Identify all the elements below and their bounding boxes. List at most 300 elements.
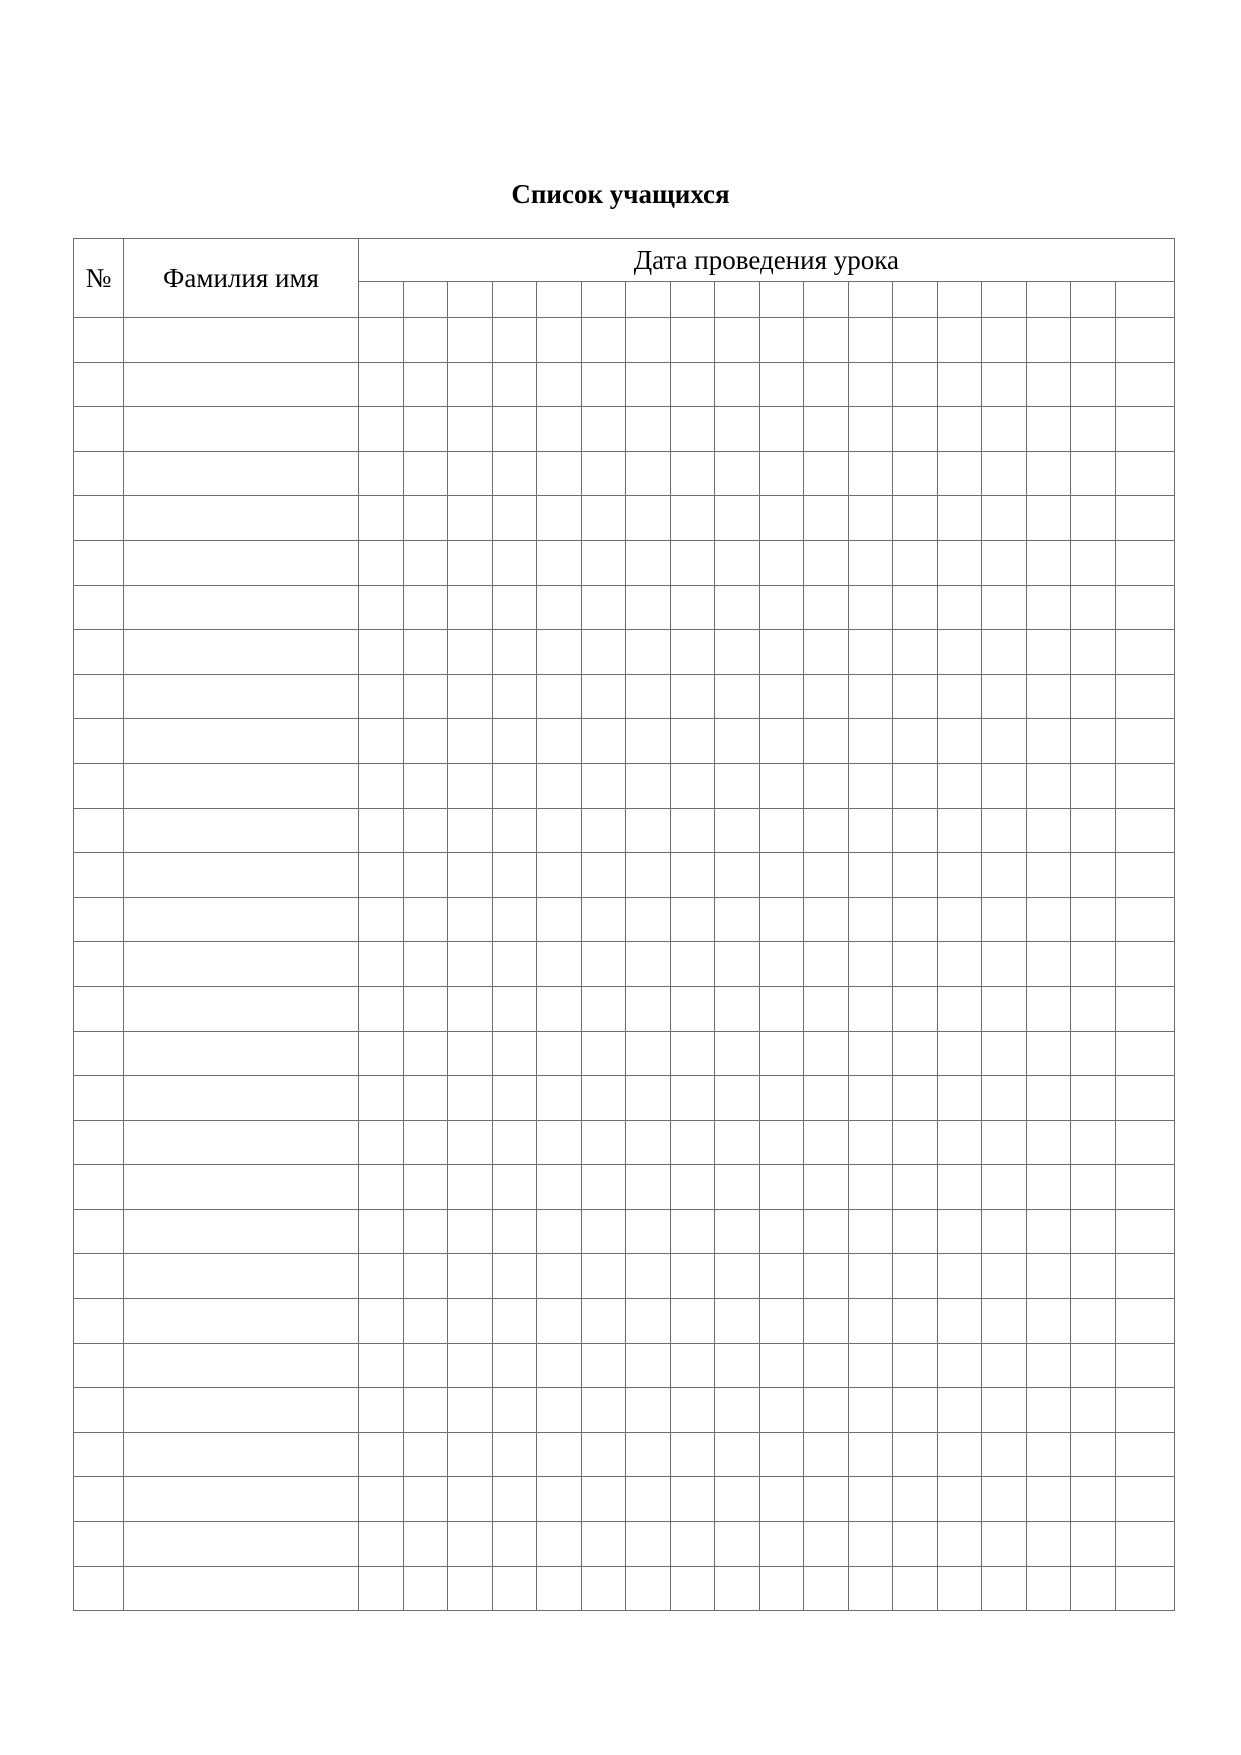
- student-number-cell[interactable]: [74, 1343, 124, 1388]
- attendance-cell[interactable]: [537, 496, 582, 541]
- lesson-date-cell[interactable]: [492, 282, 537, 318]
- student-number-cell[interactable]: [74, 630, 124, 675]
- attendance-cell[interactable]: [1071, 1432, 1116, 1477]
- attendance-cell[interactable]: [492, 853, 537, 898]
- attendance-cell[interactable]: [492, 318, 537, 363]
- attendance-cell[interactable]: [670, 1209, 715, 1254]
- attendance-cell[interactable]: [715, 1120, 760, 1165]
- attendance-cell[interactable]: [982, 1209, 1027, 1254]
- attendance-cell[interactable]: [982, 1031, 1027, 1076]
- attendance-cell[interactable]: [670, 1566, 715, 1611]
- attendance-cell[interactable]: [715, 318, 760, 363]
- attendance-cell[interactable]: [448, 1432, 493, 1477]
- attendance-cell[interactable]: [804, 897, 849, 942]
- attendance-cell[interactable]: [1026, 808, 1071, 853]
- student-number-cell[interactable]: [74, 1031, 124, 1076]
- attendance-cell[interactable]: [937, 407, 982, 452]
- attendance-cell[interactable]: [759, 1254, 804, 1299]
- attendance-cell[interactable]: [626, 1522, 671, 1567]
- student-name-cell[interactable]: [124, 1120, 359, 1165]
- student-name-cell[interactable]: [124, 1477, 359, 1522]
- attendance-cell[interactable]: [759, 1432, 804, 1477]
- attendance-cell[interactable]: [403, 1209, 448, 1254]
- attendance-cell[interactable]: [937, 1209, 982, 1254]
- attendance-cell[interactable]: [1071, 986, 1116, 1031]
- attendance-cell[interactable]: [848, 1076, 893, 1121]
- attendance-cell[interactable]: [982, 1254, 1027, 1299]
- attendance-cell[interactable]: [893, 897, 938, 942]
- attendance-cell[interactable]: [403, 585, 448, 630]
- attendance-cell[interactable]: [670, 318, 715, 363]
- attendance-cell[interactable]: [492, 1566, 537, 1611]
- attendance-cell[interactable]: [804, 986, 849, 1031]
- student-number-cell[interactable]: [74, 1388, 124, 1433]
- attendance-cell[interactable]: [448, 630, 493, 675]
- student-name-cell[interactable]: [124, 318, 359, 363]
- attendance-cell[interactable]: [804, 630, 849, 675]
- attendance-cell[interactable]: [359, 1388, 404, 1433]
- attendance-cell[interactable]: [581, 1388, 626, 1433]
- attendance-cell[interactable]: [848, 540, 893, 585]
- attendance-cell[interactable]: [448, 986, 493, 1031]
- student-name-cell[interactable]: [124, 1209, 359, 1254]
- attendance-cell[interactable]: [759, 451, 804, 496]
- attendance-cell[interactable]: [537, 1432, 582, 1477]
- student-name-cell[interactable]: [124, 1566, 359, 1611]
- attendance-cell[interactable]: [1026, 451, 1071, 496]
- attendance-cell[interactable]: [1115, 719, 1174, 764]
- attendance-cell[interactable]: [1115, 1522, 1174, 1567]
- attendance-cell[interactable]: [759, 1299, 804, 1344]
- student-name-cell[interactable]: [124, 763, 359, 808]
- attendance-cell[interactable]: [804, 674, 849, 719]
- attendance-cell[interactable]: [1026, 1299, 1071, 1344]
- attendance-cell[interactable]: [804, 808, 849, 853]
- attendance-cell[interactable]: [403, 763, 448, 808]
- attendance-cell[interactable]: [492, 1343, 537, 1388]
- attendance-cell[interactable]: [448, 1254, 493, 1299]
- attendance-cell[interactable]: [537, 1388, 582, 1433]
- attendance-cell[interactable]: [804, 1522, 849, 1567]
- student-name-cell[interactable]: [124, 719, 359, 764]
- attendance-cell[interactable]: [626, 318, 671, 363]
- attendance-cell[interactable]: [715, 1388, 760, 1433]
- attendance-cell[interactable]: [1026, 630, 1071, 675]
- lesson-date-cell[interactable]: [1071, 282, 1116, 318]
- attendance-cell[interactable]: [1071, 1120, 1116, 1165]
- attendance-cell[interactable]: [403, 451, 448, 496]
- attendance-cell[interactable]: [581, 1165, 626, 1210]
- attendance-cell[interactable]: [581, 451, 626, 496]
- student-number-cell[interactable]: [74, 1299, 124, 1344]
- attendance-cell[interactable]: [804, 942, 849, 987]
- attendance-cell[interactable]: [1071, 674, 1116, 719]
- attendance-cell[interactable]: [492, 630, 537, 675]
- attendance-cell[interactable]: [537, 318, 582, 363]
- attendance-cell[interactable]: [759, 986, 804, 1031]
- attendance-cell[interactable]: [1071, 630, 1116, 675]
- attendance-cell[interactable]: [937, 1343, 982, 1388]
- attendance-cell[interactable]: [804, 585, 849, 630]
- attendance-cell[interactable]: [1071, 1076, 1116, 1121]
- student-number-cell[interactable]: [74, 1076, 124, 1121]
- attendance-cell[interactable]: [893, 496, 938, 541]
- attendance-cell[interactable]: [626, 1120, 671, 1165]
- attendance-cell[interactable]: [670, 719, 715, 764]
- attendance-cell[interactable]: [804, 496, 849, 541]
- attendance-cell[interactable]: [403, 1165, 448, 1210]
- attendance-cell[interactable]: [581, 540, 626, 585]
- attendance-cell[interactable]: [581, 1031, 626, 1076]
- student-number-cell[interactable]: [74, 496, 124, 541]
- attendance-cell[interactable]: [626, 853, 671, 898]
- attendance-cell[interactable]: [804, 1432, 849, 1477]
- student-number-cell[interactable]: [74, 318, 124, 363]
- attendance-cell[interactable]: [581, 362, 626, 407]
- attendance-cell[interactable]: [359, 1432, 404, 1477]
- attendance-cell[interactable]: [448, 318, 493, 363]
- attendance-cell[interactable]: [492, 1165, 537, 1210]
- attendance-cell[interactable]: [359, 1165, 404, 1210]
- attendance-cell[interactable]: [581, 1254, 626, 1299]
- attendance-cell[interactable]: [937, 1522, 982, 1567]
- attendance-cell[interactable]: [1115, 496, 1174, 541]
- attendance-cell[interactable]: [893, 1120, 938, 1165]
- attendance-cell[interactable]: [1071, 451, 1116, 496]
- attendance-cell[interactable]: [626, 1031, 671, 1076]
- attendance-cell[interactable]: [982, 942, 1027, 987]
- attendance-cell[interactable]: [492, 719, 537, 764]
- attendance-cell[interactable]: [403, 808, 448, 853]
- attendance-cell[interactable]: [848, 808, 893, 853]
- attendance-cell[interactable]: [670, 1522, 715, 1567]
- attendance-cell[interactable]: [626, 362, 671, 407]
- attendance-cell[interactable]: [359, 407, 404, 452]
- student-name-cell[interactable]: [124, 1165, 359, 1210]
- attendance-cell[interactable]: [893, 942, 938, 987]
- attendance-cell[interactable]: [359, 1076, 404, 1121]
- attendance-cell[interactable]: [715, 407, 760, 452]
- attendance-cell[interactable]: [670, 674, 715, 719]
- attendance-cell[interactable]: [715, 942, 760, 987]
- attendance-cell[interactable]: [581, 674, 626, 719]
- attendance-cell[interactable]: [492, 1076, 537, 1121]
- attendance-cell[interactable]: [715, 630, 760, 675]
- attendance-cell[interactable]: [715, 986, 760, 1031]
- attendance-cell[interactable]: [759, 1209, 804, 1254]
- attendance-cell[interactable]: [670, 1254, 715, 1299]
- attendance-cell[interactable]: [448, 1522, 493, 1567]
- attendance-cell[interactable]: [626, 1254, 671, 1299]
- attendance-cell[interactable]: [804, 1343, 849, 1388]
- attendance-cell[interactable]: [626, 451, 671, 496]
- student-number-cell[interactable]: [74, 1209, 124, 1254]
- attendance-cell[interactable]: [359, 897, 404, 942]
- attendance-cell[interactable]: [1115, 1209, 1174, 1254]
- attendance-cell[interactable]: [1071, 942, 1116, 987]
- attendance-cell[interactable]: [537, 1076, 582, 1121]
- attendance-cell[interactable]: [359, 1209, 404, 1254]
- attendance-cell[interactable]: [715, 1209, 760, 1254]
- attendance-cell[interactable]: [937, 1254, 982, 1299]
- attendance-cell[interactable]: [626, 674, 671, 719]
- attendance-cell[interactable]: [670, 1343, 715, 1388]
- attendance-cell[interactable]: [893, 1343, 938, 1388]
- attendance-cell[interactable]: [537, 1522, 582, 1567]
- attendance-cell[interactable]: [626, 942, 671, 987]
- attendance-cell[interactable]: [893, 1388, 938, 1433]
- attendance-cell[interactable]: [492, 407, 537, 452]
- student-number-cell[interactable]: [74, 986, 124, 1031]
- attendance-cell[interactable]: [537, 630, 582, 675]
- attendance-cell[interactable]: [626, 1076, 671, 1121]
- attendance-cell[interactable]: [448, 808, 493, 853]
- attendance-cell[interactable]: [982, 1299, 1027, 1344]
- lesson-date-cell[interactable]: [359, 282, 404, 318]
- attendance-cell[interactable]: [359, 719, 404, 764]
- attendance-cell[interactable]: [492, 1209, 537, 1254]
- attendance-cell[interactable]: [715, 496, 760, 541]
- attendance-cell[interactable]: [893, 763, 938, 808]
- attendance-cell[interactable]: [1026, 540, 1071, 585]
- attendance-cell[interactable]: [670, 1299, 715, 1344]
- attendance-cell[interactable]: [715, 1343, 760, 1388]
- attendance-cell[interactable]: [1026, 1388, 1071, 1433]
- attendance-cell[interactable]: [893, 1076, 938, 1121]
- attendance-cell[interactable]: [804, 1299, 849, 1344]
- attendance-cell[interactable]: [848, 1120, 893, 1165]
- lesson-date-cell[interactable]: [715, 282, 760, 318]
- attendance-cell[interactable]: [1071, 853, 1116, 898]
- attendance-cell[interactable]: [1115, 630, 1174, 675]
- attendance-cell[interactable]: [937, 1477, 982, 1522]
- attendance-cell[interactable]: [848, 362, 893, 407]
- student-name-cell[interactable]: [124, 451, 359, 496]
- student-name-cell[interactable]: [124, 897, 359, 942]
- student-name-cell[interactable]: [124, 496, 359, 541]
- attendance-cell[interactable]: [804, 407, 849, 452]
- attendance-cell[interactable]: [1071, 1522, 1116, 1567]
- attendance-cell[interactable]: [893, 630, 938, 675]
- attendance-cell[interactable]: [937, 318, 982, 363]
- attendance-cell[interactable]: [893, 853, 938, 898]
- attendance-cell[interactable]: [359, 942, 404, 987]
- attendance-cell[interactable]: [982, 808, 1027, 853]
- attendance-cell[interactable]: [848, 1254, 893, 1299]
- attendance-cell[interactable]: [626, 540, 671, 585]
- attendance-cell[interactable]: [893, 1254, 938, 1299]
- attendance-cell[interactable]: [492, 1254, 537, 1299]
- student-name-cell[interactable]: [124, 1388, 359, 1433]
- attendance-cell[interactable]: [537, 1343, 582, 1388]
- student-number-cell[interactable]: [74, 1120, 124, 1165]
- attendance-cell[interactable]: [1115, 1254, 1174, 1299]
- attendance-cell[interactable]: [937, 1299, 982, 1344]
- attendance-cell[interactable]: [715, 808, 760, 853]
- attendance-cell[interactable]: [670, 540, 715, 585]
- student-number-cell[interactable]: [74, 763, 124, 808]
- attendance-cell[interactable]: [893, 1209, 938, 1254]
- attendance-cell[interactable]: [626, 1566, 671, 1611]
- attendance-cell[interactable]: [848, 1165, 893, 1210]
- attendance-cell[interactable]: [1026, 897, 1071, 942]
- attendance-cell[interactable]: [804, 1031, 849, 1076]
- attendance-cell[interactable]: [759, 1388, 804, 1433]
- attendance-cell[interactable]: [359, 1031, 404, 1076]
- attendance-cell[interactable]: [626, 585, 671, 630]
- attendance-cell[interactable]: [448, 1477, 493, 1522]
- attendance-cell[interactable]: [492, 1031, 537, 1076]
- attendance-cell[interactable]: [937, 1031, 982, 1076]
- attendance-cell[interactable]: [670, 763, 715, 808]
- attendance-cell[interactable]: [804, 1566, 849, 1611]
- attendance-cell[interactable]: [937, 808, 982, 853]
- attendance-cell[interactable]: [937, 942, 982, 987]
- attendance-cell[interactable]: [1071, 1343, 1116, 1388]
- attendance-cell[interactable]: [537, 808, 582, 853]
- attendance-cell[interactable]: [893, 540, 938, 585]
- attendance-cell[interactable]: [1026, 719, 1071, 764]
- attendance-cell[interactable]: [1026, 1120, 1071, 1165]
- attendance-cell[interactable]: [759, 897, 804, 942]
- attendance-cell[interactable]: [448, 585, 493, 630]
- attendance-cell[interactable]: [982, 1477, 1027, 1522]
- attendance-cell[interactable]: [581, 318, 626, 363]
- attendance-cell[interactable]: [848, 1432, 893, 1477]
- attendance-cell[interactable]: [893, 407, 938, 452]
- attendance-cell[interactable]: [848, 585, 893, 630]
- attendance-cell[interactable]: [403, 1254, 448, 1299]
- attendance-cell[interactable]: [759, 1165, 804, 1210]
- attendance-cell[interactable]: [448, 540, 493, 585]
- lesson-date-cell[interactable]: [804, 282, 849, 318]
- attendance-cell[interactable]: [670, 1165, 715, 1210]
- attendance-cell[interactable]: [804, 540, 849, 585]
- attendance-cell[interactable]: [893, 1477, 938, 1522]
- attendance-cell[interactable]: [848, 318, 893, 363]
- attendance-cell[interactable]: [581, 630, 626, 675]
- student-name-cell[interactable]: [124, 1254, 359, 1299]
- attendance-cell[interactable]: [1115, 540, 1174, 585]
- attendance-cell[interactable]: [1026, 1432, 1071, 1477]
- attendance-cell[interactable]: [670, 407, 715, 452]
- attendance-cell[interactable]: [804, 719, 849, 764]
- attendance-cell[interactable]: [537, 1299, 582, 1344]
- attendance-cell[interactable]: [982, 407, 1027, 452]
- attendance-cell[interactable]: [937, 362, 982, 407]
- attendance-cell[interactable]: [804, 1120, 849, 1165]
- attendance-cell[interactable]: [359, 1566, 404, 1611]
- attendance-cell[interactable]: [982, 674, 1027, 719]
- attendance-cell[interactable]: [581, 719, 626, 764]
- attendance-cell[interactable]: [982, 585, 1027, 630]
- attendance-cell[interactable]: [537, 540, 582, 585]
- attendance-cell[interactable]: [403, 674, 448, 719]
- attendance-cell[interactable]: [448, 1388, 493, 1433]
- attendance-cell[interactable]: [581, 986, 626, 1031]
- attendance-cell[interactable]: [492, 1477, 537, 1522]
- attendance-cell[interactable]: [1115, 362, 1174, 407]
- attendance-cell[interactable]: [537, 853, 582, 898]
- attendance-cell[interactable]: [937, 630, 982, 675]
- student-name-cell[interactable]: [124, 540, 359, 585]
- attendance-cell[interactable]: [804, 1477, 849, 1522]
- attendance-cell[interactable]: [670, 1076, 715, 1121]
- attendance-cell[interactable]: [492, 942, 537, 987]
- attendance-cell[interactable]: [1115, 1477, 1174, 1522]
- attendance-cell[interactable]: [893, 362, 938, 407]
- attendance-cell[interactable]: [403, 1120, 448, 1165]
- attendance-cell[interactable]: [715, 1165, 760, 1210]
- attendance-cell[interactable]: [893, 1432, 938, 1477]
- attendance-cell[interactable]: [1071, 1254, 1116, 1299]
- attendance-cell[interactable]: [848, 853, 893, 898]
- student-name-cell[interactable]: [124, 674, 359, 719]
- lesson-date-cell[interactable]: [403, 282, 448, 318]
- attendance-cell[interactable]: [1071, 540, 1116, 585]
- student-number-cell[interactable]: [74, 1477, 124, 1522]
- attendance-cell[interactable]: [403, 540, 448, 585]
- lesson-date-cell[interactable]: [982, 282, 1027, 318]
- attendance-cell[interactable]: [492, 897, 537, 942]
- attendance-cell[interactable]: [670, 1120, 715, 1165]
- attendance-cell[interactable]: [581, 496, 626, 541]
- attendance-cell[interactable]: [1115, 318, 1174, 363]
- attendance-cell[interactable]: [893, 674, 938, 719]
- attendance-cell[interactable]: [626, 808, 671, 853]
- attendance-cell[interactable]: [715, 1254, 760, 1299]
- attendance-cell[interactable]: [937, 1388, 982, 1433]
- attendance-cell[interactable]: [492, 540, 537, 585]
- attendance-cell[interactable]: [359, 763, 404, 808]
- attendance-cell[interactable]: [804, 1254, 849, 1299]
- attendance-cell[interactable]: [715, 674, 760, 719]
- attendance-cell[interactable]: [937, 1120, 982, 1165]
- attendance-cell[interactable]: [359, 808, 404, 853]
- attendance-cell[interactable]: [537, 451, 582, 496]
- attendance-cell[interactable]: [1115, 451, 1174, 496]
- attendance-cell[interactable]: [759, 808, 804, 853]
- attendance-cell[interactable]: [982, 1076, 1027, 1121]
- attendance-cell[interactable]: [537, 1031, 582, 1076]
- attendance-cell[interactable]: [759, 1031, 804, 1076]
- attendance-cell[interactable]: [804, 763, 849, 808]
- attendance-cell[interactable]: [1026, 1477, 1071, 1522]
- attendance-cell[interactable]: [937, 1566, 982, 1611]
- attendance-cell[interactable]: [1026, 1566, 1071, 1611]
- attendance-cell[interactable]: [1115, 897, 1174, 942]
- attendance-cell[interactable]: [937, 986, 982, 1031]
- student-name-cell[interactable]: [124, 1343, 359, 1388]
- attendance-cell[interactable]: [1115, 674, 1174, 719]
- attendance-cell[interactable]: [403, 897, 448, 942]
- attendance-cell[interactable]: [448, 496, 493, 541]
- attendance-cell[interactable]: [581, 897, 626, 942]
- attendance-cell[interactable]: [670, 451, 715, 496]
- lesson-date-cell[interactable]: [937, 282, 982, 318]
- attendance-cell[interactable]: [1071, 318, 1116, 363]
- attendance-cell[interactable]: [537, 1209, 582, 1254]
- attendance-cell[interactable]: [581, 1343, 626, 1388]
- attendance-cell[interactable]: [759, 496, 804, 541]
- attendance-cell[interactable]: [715, 362, 760, 407]
- attendance-cell[interactable]: [359, 318, 404, 363]
- attendance-cell[interactable]: [982, 1432, 1027, 1477]
- attendance-cell[interactable]: [1026, 1076, 1071, 1121]
- student-number-cell[interactable]: [74, 585, 124, 630]
- attendance-cell[interactable]: [893, 1566, 938, 1611]
- attendance-cell[interactable]: [359, 630, 404, 675]
